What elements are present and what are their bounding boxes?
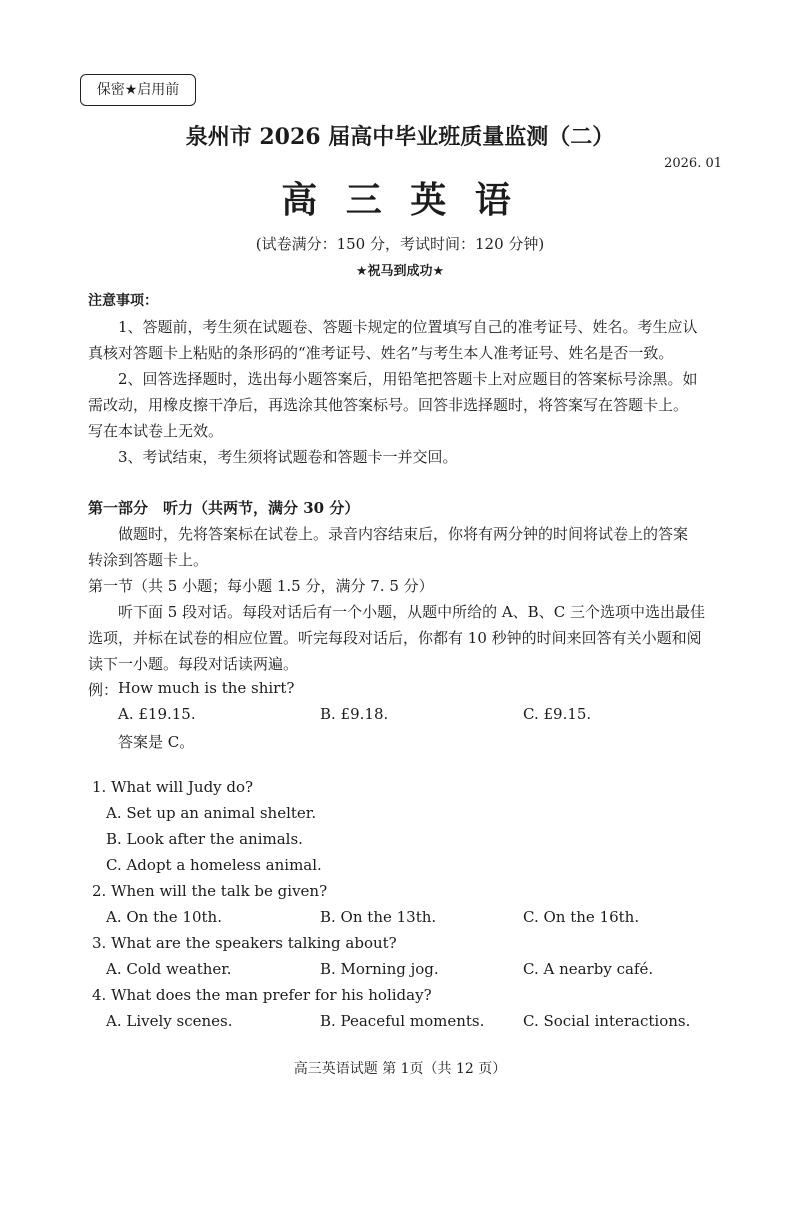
question-4-option-a: A. Lively scenes. (106, 1012, 233, 1030)
section1-heading: 第一节（共 5 小题；每小题 1.5 分，满分 7. 5 分） (88, 577, 434, 595)
question-1-stem: 1. What will Judy do? (92, 778, 254, 796)
example-question: How much is the shirt? (118, 679, 295, 697)
note-line: 需改动，用橡皮擦干净后，再选涂其他答案标号。回答非选择题时，将答案写在答题卡上。 (88, 396, 689, 414)
question-3-option-b: B. Morning jog. (320, 960, 439, 978)
note-line: 1、答题前，考生须在试题卷、答题卡规定的位置填写自己的准考证号、姓名。考生应认 (118, 318, 698, 336)
question-3-option-a: A. Cold weather. (106, 960, 232, 978)
note-line: 真核对答题卡上粘贴的条形码的“准考证号、姓名”与考生本人准考证号、姓名是否一致。 (88, 344, 674, 362)
question-2-option-b: B. On the 13th. (320, 908, 437, 926)
question-4-option-c: C. Social interactions. (523, 1012, 691, 1030)
example-label: 例： (88, 681, 119, 699)
notes-heading: 注意事项： (88, 293, 158, 309)
question-3-option-c: C. A nearby café. (523, 960, 654, 978)
exam-title: 泉州市 2026 届高中毕业班质量监测（二） (185, 124, 615, 150)
example-option-c: C. £9.15. (523, 705, 592, 723)
note-line: 写在本试卷上无效。 (88, 422, 224, 440)
question-3-stem: 3. What are the speakers talking about? (92, 934, 397, 952)
page-footer: 高三英语试题 第 1页（共 12 页） (293, 1061, 507, 1077)
part1-intro-line: 做题时，先将答案标在试卷上。录音内容结束后，你将有两分钟的时间将试卷上的答案 (118, 525, 689, 543)
question-2-stem: 2. When will the talk be given? (92, 882, 328, 900)
confidential-stamp: 保密★启用前 (80, 74, 196, 106)
section1-intro-line: 选项，并标在试卷的相应位置。听完每段对话后，你都有 10 秒钟的时间来回答有关小题和阅 (88, 629, 702, 647)
question-1-option-c: C. Adopt a homeless animal. (106, 856, 322, 874)
example-answer: 答案是 C。 (118, 733, 195, 751)
example-option-b: B. £9.18. (320, 705, 389, 723)
question-4-option-b: B. Peaceful moments. (320, 1012, 485, 1030)
part1-intro-line: 转涂到答题卡上。 (88, 551, 209, 569)
subject-title: 高 三 英 语 (281, 179, 519, 221)
part1-heading: 第一部分 听力（共两节，满分 30 分） (88, 499, 360, 517)
section1-intro-line: 听下面 5 段对话。每段对话后有一个小题，从题中所给的 A、B、C 三个选项中选出最佳 (118, 603, 705, 621)
section1-intro-line: 读下一小题。每段对话读两遍。 (88, 655, 299, 673)
question-1-option-b: B. Look after the animals. (106, 830, 303, 848)
question-1-option-a: A. Set up an animal shelter. (106, 804, 317, 822)
score-time-info: (试卷满分：150 分，考试时间：120 分钟) (255, 235, 545, 253)
slogan: ★祝马到成功★ (355, 264, 445, 279)
question-2-option-a: A. On the 10th. (106, 908, 222, 926)
question-2-option-c: C. On the 16th. (523, 908, 640, 926)
example-option-a: A. £19.15. (118, 705, 196, 723)
question-4-stem: 4. What does the man prefer for his holiday? (92, 986, 432, 1004)
note-line: 3、考试结束，考生须将试题卷和答题卡一并交回。 (118, 448, 458, 466)
note-line: 2、回答选择题时，选出每小题答案后，用铅笔把答题卡上对应题目的答案标号涂黑。如 (118, 370, 698, 388)
exam-date: 2026. 01 (664, 156, 722, 171)
